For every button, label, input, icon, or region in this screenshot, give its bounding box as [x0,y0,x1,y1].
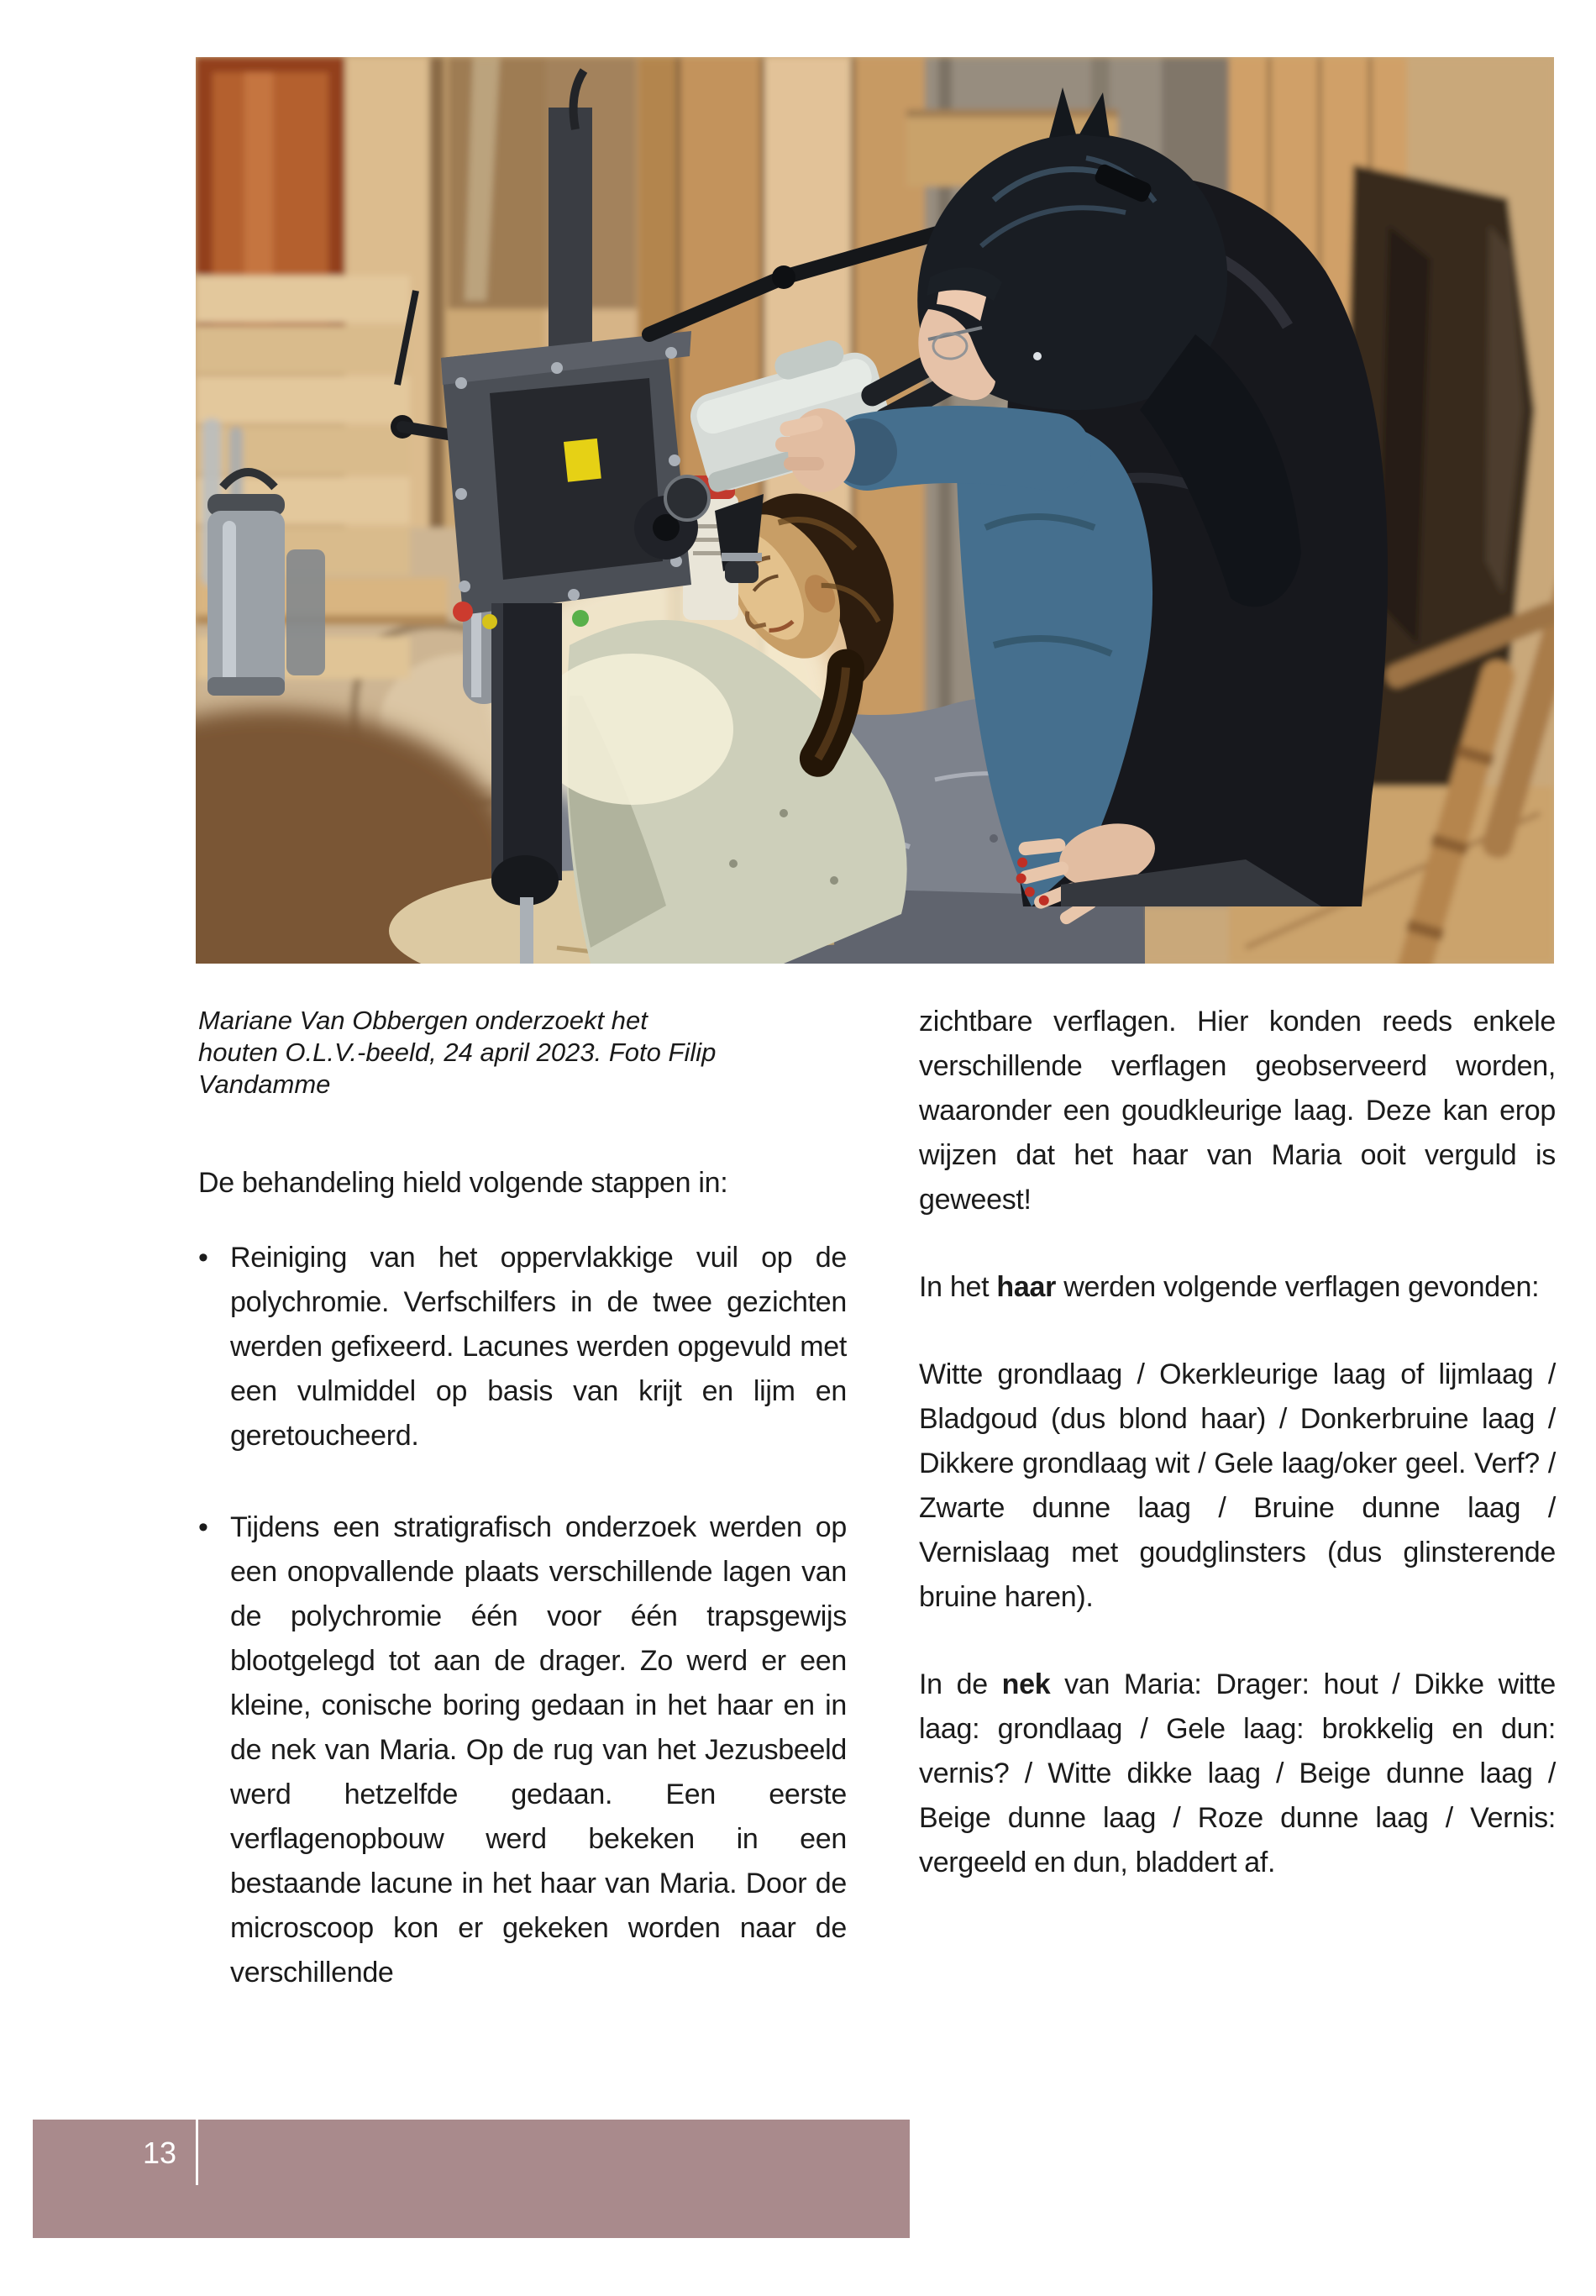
footer-divider [196,2120,198,2185]
paragraph-haar-intro: In het haar werden volgende verflagen gevonden: [919,1271,1540,1303]
bullet-icon: • [198,1242,208,1274]
photo-caption [198,1005,786,1101]
page-number: 13 [142,2136,177,2170]
yellow-sticker [564,439,601,482]
paragraph-verflagen: zichtbare verflagen. Hier konden reeds enkele verschillende verflagen geobserveerd worden, waaronder een goudkleurige laag. Deze kan erop wijzen dat het haar van Maria ooit verguld is geweest! [919,1006,1556,1216]
bullet-text: Reiniging van het oppervlakkige vuil op de polychromie. Verfschilfers in de twee gezichten werden gefixeerd. Lacunes werden opgevuld met een vulmiddel op basis van krijt en lijm en geretoucheerd. [230,1242,847,1452]
treatment-intro: De behandeling hield volgende stappen in: [198,1167,728,1199]
list-item [198,1236,847,1458]
caption-line: houten O.L.V.-beeld, 24 april 2023. Foto Filip [198,1038,717,1067]
paragraph-haar-lagen: Witte grondlaag / Okerkleurige laag of lijmlaag / Bladgoud (dus blond haar) / Donkerbruine laag / Dikkere grondlaag wit / Gele laag/oker geel. Verf? / Zwarte dunne laag / Bruine dunne laag / Vernislaag met goudglinsters (dus glinsterende bruine haren). [919,1358,1556,1613]
bullet-icon: • [198,1511,208,1543]
caption-line: Mariane Van Obbergen onderzoekt het [198,1006,648,1035]
earring [1033,352,1042,360]
photo-illustration [196,57,1554,964]
footer-bar [33,2120,910,2238]
caption-line: Vandamme [198,1069,331,1099]
paragraph-nek-lagen: In de nek van Maria: Drager: hout / Dikke witte laag: grondlaag / Gele laag: brokkelig en dun: vernis? / Witte dikke laag / Beige dunne laag / Beige dunne laag / Roze dunne laag / Vernis: vergeeld en dun, bladdert af. [919,1668,1556,1878]
left-column [198,1161,847,1995]
workshop-photo [196,57,1554,964]
right-column [919,1000,1556,1928]
bullet-text: Tijdens een stratigrafisch onderzoek werden op een onopvallende plaats verschillende lagen van de polychromie één voor één trapsgewijs blootgelegd tot aan de drager. Zo werd er een kleine, conische boring gedaan in het haar en in de nek van Maria. Op de rug van het Jezusbeeld werd hetzelfde gedaan. Een eerste verflagenopbouw werd bekeken in een bestaande lacune in het haar van Maria. Door de microscoop kon er gekeken worden naar de verschillende [230,1511,847,1989]
list-item [198,1505,847,1995]
